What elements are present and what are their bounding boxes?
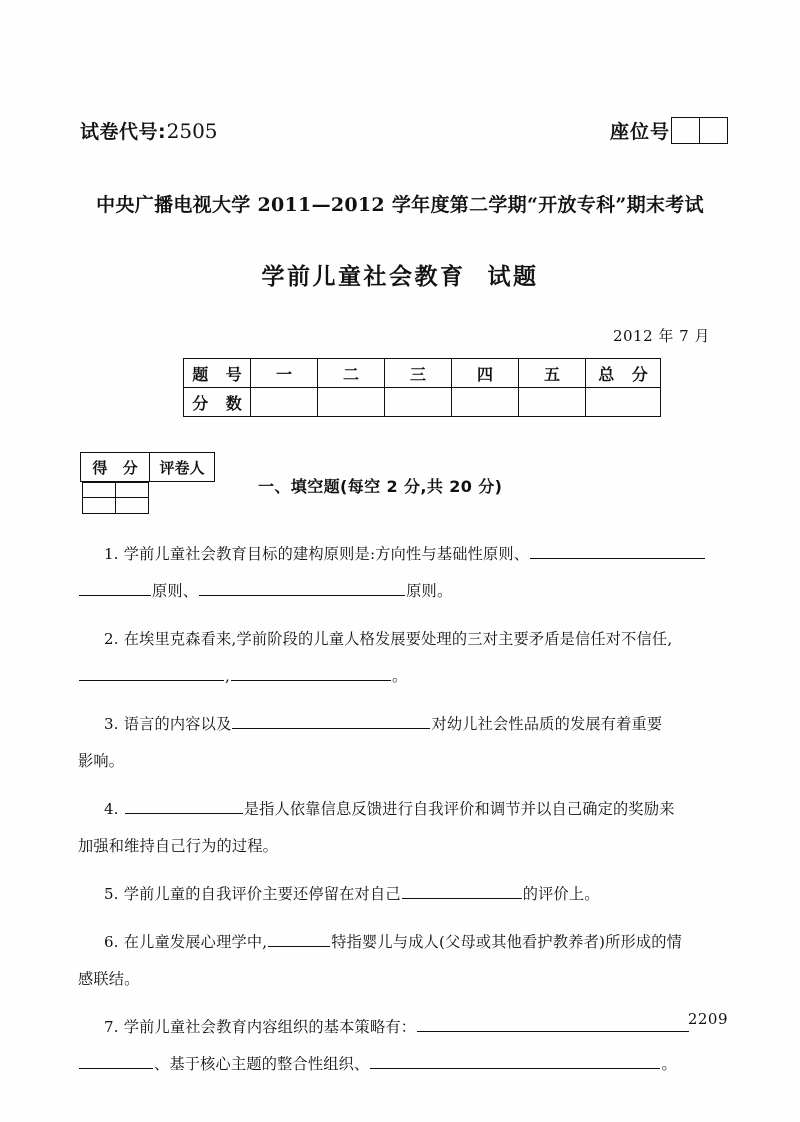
score-table-score-label: 分 数 bbox=[184, 388, 251, 417]
question-text: 语言的内容以及 bbox=[123, 715, 232, 733]
question-line bbox=[78, 536, 730, 573]
score-cell-total[interactable] bbox=[586, 388, 661, 417]
score-summary-table bbox=[183, 358, 661, 417]
question-item bbox=[78, 536, 730, 610]
score-cell-1[interactable] bbox=[251, 388, 318, 417]
question-number: 3. bbox=[104, 715, 119, 733]
score-table-col-5: 五 bbox=[519, 359, 586, 388]
score-table-col-total: 总 分 bbox=[586, 359, 661, 388]
question-text: 的评价上。 bbox=[522, 885, 600, 903]
grader-score-label: 得 分 bbox=[81, 453, 150, 482]
question-text: 对幼儿社会性品质的发展有着重要 bbox=[431, 715, 663, 733]
question-text: 感联结。 bbox=[78, 970, 140, 988]
score-table-col-1: 一 bbox=[251, 359, 318, 388]
score-table-col-4: 四 bbox=[452, 359, 519, 388]
question-line bbox=[78, 924, 730, 961]
question-text: 、基于核心主题的整合性组织、 bbox=[154, 1055, 370, 1073]
question-line bbox=[78, 573, 730, 610]
question-line bbox=[78, 743, 730, 780]
seat-number-cell[interactable] bbox=[700, 118, 727, 143]
question-item bbox=[78, 791, 730, 865]
question-number: 1. bbox=[104, 545, 119, 563]
exam-code bbox=[80, 117, 218, 144]
exam-code-value: 2505 bbox=[166, 119, 218, 143]
question-line bbox=[78, 791, 730, 828]
answer-blank[interactable] bbox=[370, 1053, 660, 1069]
exam-subtitle: 中央广播电视大学 2011—2012 学年度第二学期“开放专科”期末考试 bbox=[96, 194, 704, 216]
table-row-grader-header bbox=[81, 453, 215, 482]
question-line bbox=[78, 961, 730, 998]
seat-number-boxes bbox=[671, 117, 728, 144]
answer-blank[interactable] bbox=[79, 665, 224, 681]
score-cell-4[interactable] bbox=[452, 388, 519, 417]
question-number: 5. bbox=[104, 885, 119, 903]
exam-code-separator: : bbox=[158, 121, 166, 143]
page-title bbox=[0, 258, 800, 291]
seat-number-label: 座位号 bbox=[609, 121, 670, 143]
question-text: , bbox=[225, 667, 231, 685]
answer-blank[interactable] bbox=[268, 931, 330, 947]
question-text: 加强和维持自己行为的过程。 bbox=[78, 837, 279, 855]
question-text: 原则。 bbox=[406, 582, 453, 600]
answer-blank[interactable] bbox=[125, 798, 243, 814]
question-item bbox=[78, 621, 730, 695]
question-line bbox=[78, 706, 730, 743]
seat-number-cell[interactable] bbox=[672, 118, 700, 143]
section-heading-fill-in-blanks: 一、填空题(每空 2 分,共 20 分) bbox=[258, 477, 503, 496]
seat-number-block bbox=[610, 117, 728, 144]
exam-code-label: 试卷代号 bbox=[80, 121, 159, 143]
question-text: 。 bbox=[661, 1055, 677, 1073]
table-row-grader-values bbox=[82, 482, 149, 498]
question-line bbox=[78, 828, 730, 865]
question-line bbox=[78, 1009, 730, 1046]
score-cell-5[interactable] bbox=[519, 388, 586, 417]
question-item bbox=[78, 706, 730, 780]
answer-blank[interactable] bbox=[402, 883, 522, 899]
table-row-question-numbers bbox=[184, 359, 661, 388]
question-text: 在埃里克森看来,学前阶段的儿童人格发展要处理的三对主要矛盾是信任对不信任, bbox=[123, 630, 673, 648]
grader-box bbox=[80, 452, 215, 502]
grader-name-label: 评卷人 bbox=[150, 453, 215, 482]
answer-blank[interactable] bbox=[199, 580, 405, 596]
answer-blank[interactable] bbox=[530, 543, 705, 559]
question-number: 6. bbox=[104, 933, 119, 951]
score-table-col-2: 二 bbox=[318, 359, 385, 388]
question-line bbox=[78, 876, 730, 913]
question-number: 7. bbox=[104, 1018, 119, 1036]
question-line bbox=[78, 658, 730, 695]
question-text: 影响。 bbox=[78, 752, 125, 770]
question-text: 特指婴儿与成人(父母或其他看护教养者)所形成的情 bbox=[331, 933, 683, 951]
header-row bbox=[80, 117, 728, 151]
question-line bbox=[78, 621, 730, 658]
question-text: 学前儿童的自我评价主要还停留在对自己 bbox=[123, 885, 401, 903]
score-table-row-label: 题 号 bbox=[184, 359, 251, 388]
answer-blank[interactable] bbox=[79, 580, 151, 596]
question-text: 在儿童发展心理学中, bbox=[123, 933, 268, 951]
score-table-col-3: 三 bbox=[385, 359, 452, 388]
answer-blank[interactable] bbox=[231, 665, 391, 681]
question-item bbox=[78, 924, 730, 998]
question-number: 2. bbox=[104, 630, 119, 648]
question-number: 4. bbox=[104, 800, 119, 818]
question-text: 。 bbox=[392, 667, 408, 685]
grader-score-value[interactable] bbox=[82, 483, 116, 514]
grader-name-value[interactable] bbox=[116, 483, 148, 514]
answer-blank[interactable] bbox=[232, 713, 430, 729]
table-row-scores bbox=[184, 388, 661, 417]
question-item bbox=[78, 1009, 730, 1083]
answer-blank[interactable] bbox=[417, 1016, 689, 1032]
question-text: 是指人依靠信息反馈进行自我评价和调节并以自己确定的奖励来 bbox=[243, 800, 675, 818]
title-suffix: 试题 bbox=[487, 264, 539, 290]
question-text: 学前儿童社会教育目标的建构原则是:方向性与基础性原则、 bbox=[123, 545, 530, 563]
footer-page-code: 2209 bbox=[687, 1010, 728, 1028]
question-text: 学前儿童社会教育内容组织的基本策略有： bbox=[123, 1018, 417, 1036]
question-line bbox=[78, 1046, 730, 1083]
exam-date: 2012 年 7 月 bbox=[612, 327, 710, 345]
answer-blank[interactable] bbox=[79, 1053, 153, 1069]
score-cell-3[interactable] bbox=[385, 388, 452, 417]
question-item bbox=[78, 876, 730, 913]
score-cell-2[interactable] bbox=[318, 388, 385, 417]
questions-list bbox=[78, 536, 730, 1094]
course-name: 学前儿童社会教育 bbox=[261, 264, 466, 290]
question-text: 原则、 bbox=[152, 582, 199, 600]
